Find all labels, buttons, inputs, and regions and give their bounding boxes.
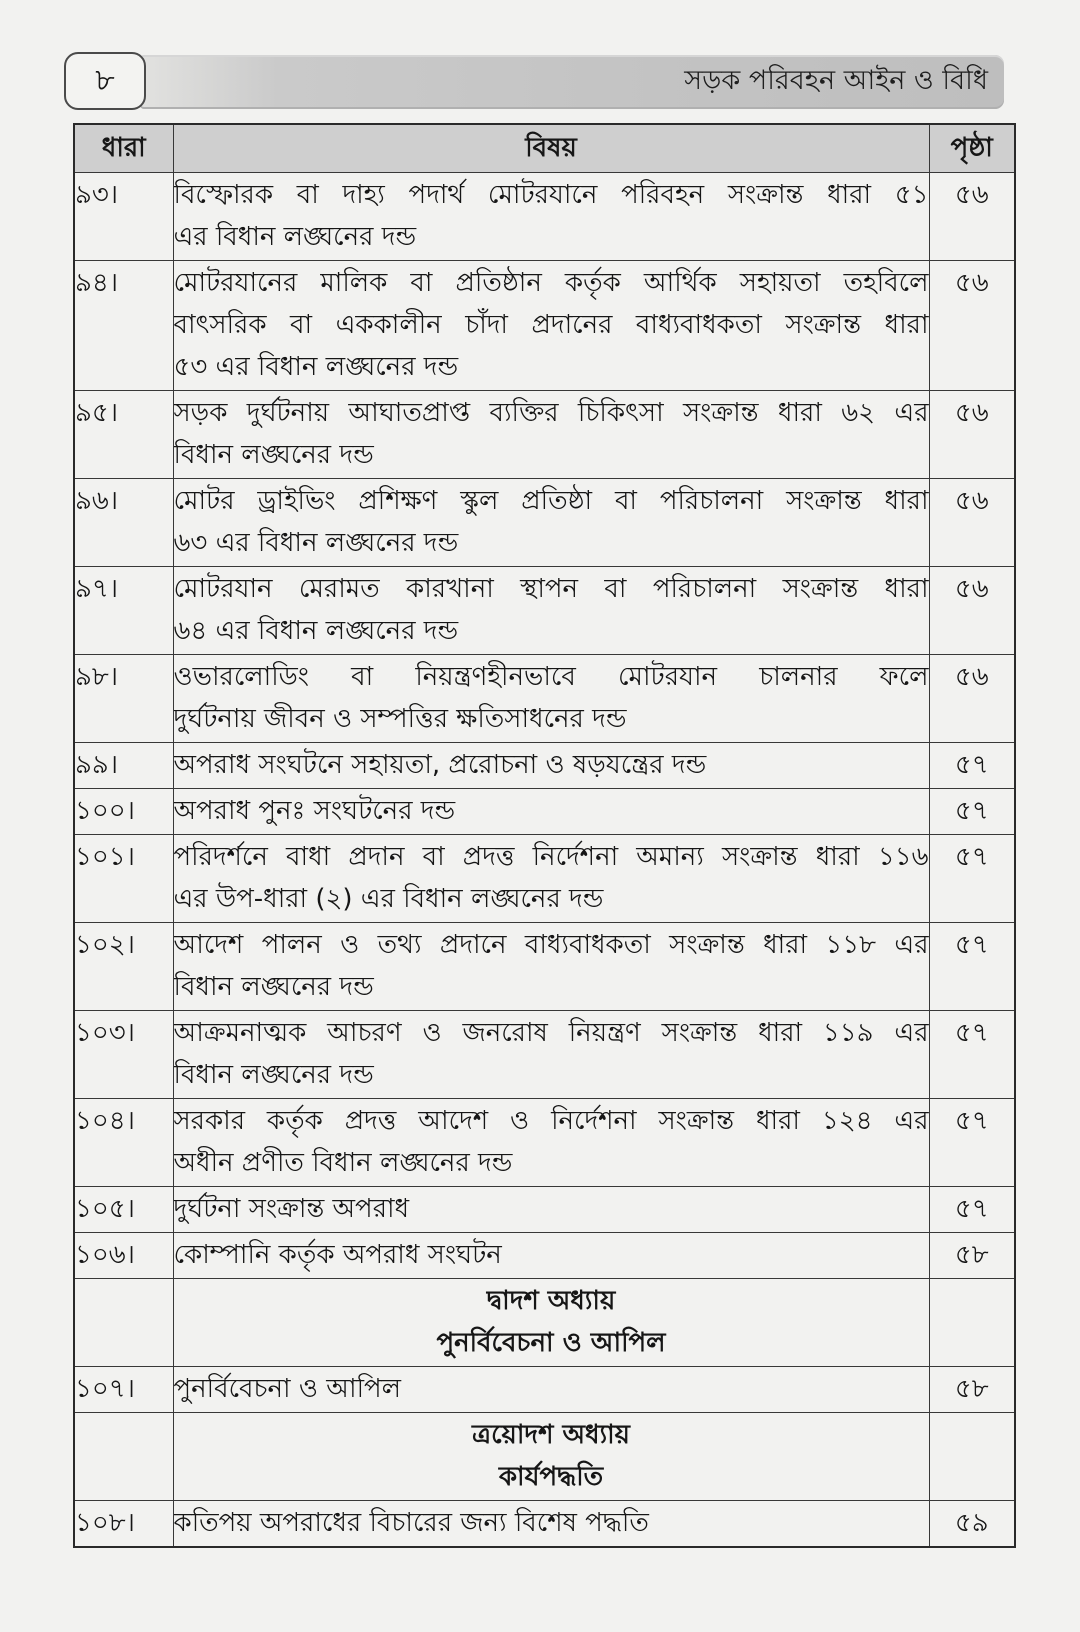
subject-cell [173, 655, 929, 743]
subject-line: ৬৩ এর বিধান লঙ্ঘনের দন্ড [173, 528, 459, 558]
section-number-cell: ১০৪। [74, 1099, 173, 1187]
section-number-cell: ১০২। [74, 923, 173, 1011]
subject-line: মোটরযান মেরামত কারখানা স্থাপন বা পরিচালনা সংক্রান্ত ধারা [173, 574, 929, 604]
section-number-cell: ১০৫। [74, 1187, 173, 1233]
section-number-cell: ৯৩। [74, 173, 173, 261]
subject-cell [173, 789, 929, 835]
page-number-cell: ৫৭ [929, 789, 1015, 835]
subject-line: বাৎসরিক বা এককালীন চাঁদা প্রদানের বাধ্যবাধকতা সংক্রান্ত ধারা [173, 310, 929, 340]
column-header-section: ধারা [74, 124, 173, 173]
page-number-cell: ৫৬ [929, 655, 1015, 743]
subject-cell [173, 391, 929, 479]
contents-table [73, 123, 1016, 1548]
table-header-row [74, 124, 1015, 173]
page-number-cell: ৫৭ [929, 1011, 1015, 1099]
subject-cell [173, 835, 929, 923]
page-number-cell: ৫৬ [929, 391, 1015, 479]
subject-line: বিধান লঙ্ঘনের দন্ড [173, 972, 374, 1002]
table-row [74, 923, 1015, 1011]
subject-line: ৫৩ এর বিধান লঙ্ঘনের দন্ড [173, 352, 459, 382]
subject-line: বিস্ফোরক বা দাহ্য পদার্থ মোটরযানে পরিবহন সংক্রান্ত ধারা ৫১ [173, 180, 929, 210]
book-title: সড়ক পরিবহন আইন ও বিধি [684, 64, 988, 96]
section-number-cell: ৯৬। [74, 479, 173, 567]
subject-cell [173, 743, 929, 789]
page-number-cell: ৫৭ [929, 1187, 1015, 1233]
page-number-cell: ৫৬ [929, 567, 1015, 655]
section-number-cell: ১০৬। [74, 1233, 173, 1279]
subject-line: কতিপয় অপরাধের বিচারের জন্য বিশেষ পদ্ধতি [173, 1508, 649, 1538]
chapter-title: পুনর্বিবেচনা ও আপিল [436, 1328, 666, 1358]
subject-line: আক্রমনাত্মক আচরণ ও জনরোষ নিয়ন্ত্রণ সংক্রান্ত ধারা ১১৯ এর [173, 1018, 929, 1048]
subject-line: সরকার কর্তৃক প্রদত্ত আদেশ ও নির্দেশনা সংক্রান্ত ধারা ১২৪ এর [173, 1106, 929, 1136]
subject-line: দুর্ঘটনা সংক্রান্ত অপরাধ [173, 1194, 410, 1224]
table-row [74, 1187, 1015, 1233]
subject-line: ওভারলোডিং বা নিয়ন্ত্রণহীনভাবে মোটরযান চালনার ফলে [173, 662, 929, 692]
subject-cell [173, 1233, 929, 1279]
subject-cell [173, 479, 929, 567]
subject-line: এর বিধান লঙ্ঘনের দন্ড [173, 222, 417, 252]
running-header-bar [140, 55, 1004, 109]
subject-cell [173, 1011, 929, 1099]
section-number-cell: ১০৮। [74, 1501, 173, 1548]
subject-cell [173, 923, 929, 1011]
section-number-cell [74, 1279, 173, 1367]
subject-line: বিধান লঙ্ঘনের দন্ড [173, 440, 374, 470]
section-number-cell: ১০১। [74, 835, 173, 923]
subject-line: কোম্পানি কর্তৃক অপরাধ সংঘটন [173, 1240, 502, 1270]
column-header-subject: বিষয় [173, 124, 929, 173]
table-row [74, 743, 1015, 789]
page-number-cell: ৫৭ [929, 835, 1015, 923]
subject-cell [173, 1501, 929, 1548]
chapter-heading-row [74, 1279, 1015, 1367]
subject-line: বিধান লঙ্ঘনের দন্ড [173, 1060, 374, 1090]
section-number-cell: ১০০। [74, 789, 173, 835]
section-number-cell: ৯৮। [74, 655, 173, 743]
subject-cell [173, 173, 929, 261]
subject-cell [173, 1099, 929, 1187]
subject-line: অধীন প্রণীত বিধান লঙ্ঘনের দন্ড [173, 1148, 513, 1178]
page-number-cell: ৫৬ [929, 173, 1015, 261]
table-row [74, 789, 1015, 835]
subject-line: দুর্ঘটনায় জীবন ও সম্পত্তির ক্ষতিসাধনের দন্ড [173, 704, 627, 734]
chapter-title: কার্যপদ্ধতি [498, 1462, 604, 1492]
subject-line: সড়ক দুর্ঘটনায় আঘাতপ্রাপ্ত ব্যক্তির চিকিৎসা সংক্রান্ত ধারা ৬২ এর [173, 398, 929, 428]
subject-line: ৬৪ এর বিধান লঙ্ঘনের দন্ড [173, 616, 459, 646]
column-header-page: পৃষ্ঠা [929, 124, 1015, 173]
table-row [74, 1011, 1015, 1099]
subject-line: এর উপ-ধারা (২) এর বিধান লঙ্ঘনের দন্ড [173, 884, 604, 914]
subject-line: পরিদর্শনে বাধা প্রদান বা প্রদত্ত নির্দেশনা অমান্য সংক্রান্ত ধারা ১১৬ [173, 842, 929, 872]
section-number-cell: ১০৩। [74, 1011, 173, 1099]
subject-cell [173, 1367, 929, 1413]
page-number-cell: ৫৭ [929, 743, 1015, 789]
chapter-heading-cell [173, 1279, 929, 1367]
table-row [74, 261, 1015, 391]
page-number-cell: ৫৬ [929, 479, 1015, 567]
chapter-number: দ্বাদশ অধ্যায় [486, 1286, 616, 1316]
section-number-cell: ৯৯। [74, 743, 173, 789]
subject-line: মোটর ড্রাইভিং প্রশিক্ষণ স্কুল প্রতিষ্ঠা বা পরিচালনা সংক্রান্ত ধারা [173, 486, 929, 516]
page-number-cell: ৫৭ [929, 923, 1015, 1011]
section-number-cell: ৯৭। [74, 567, 173, 655]
page-number-cell [929, 1413, 1015, 1501]
chapter-number: ত্রয়োদশ অধ্যায় [472, 1420, 630, 1450]
page-number-cell: ৫৯ [929, 1501, 1015, 1548]
subject-cell [173, 567, 929, 655]
page-number-cell: ৫৮ [929, 1233, 1015, 1279]
table-row [74, 1233, 1015, 1279]
table-row [74, 567, 1015, 655]
page-number-box [64, 52, 146, 110]
table-row [74, 655, 1015, 743]
table-row [74, 173, 1015, 261]
table-row [74, 1501, 1015, 1548]
page-number: ৮ [95, 62, 115, 98]
table-row [74, 479, 1015, 567]
table-row [74, 1099, 1015, 1187]
page-number-cell: ৫৭ [929, 1099, 1015, 1187]
subject-line: আদেশ পালন ও তথ্য প্রদানে বাধ্যবাধকতা সংক্রান্ত ধারা ১১৮ এর [173, 930, 929, 960]
section-number-cell: ৯৫। [74, 391, 173, 479]
contents-table-body [74, 173, 1015, 1548]
table-row [74, 1367, 1015, 1413]
subject-line: মোটরযানের মালিক বা প্রতিষ্ঠান কর্তৃক আর্থিক সহায়তা তহবিলে [173, 268, 929, 298]
table-row [74, 835, 1015, 923]
subject-cell [173, 261, 929, 391]
section-number-cell: ১০৭। [74, 1367, 173, 1413]
section-number-cell: ৯৪। [74, 261, 173, 391]
section-number-cell [74, 1413, 173, 1501]
subject-cell [173, 1187, 929, 1233]
table-row [74, 391, 1015, 479]
subject-line: অপরাধ পুনঃ সংঘটনের দন্ড [173, 796, 456, 826]
page-number-cell: ৫৬ [929, 261, 1015, 391]
page-number-cell [929, 1279, 1015, 1367]
chapter-heading-cell [173, 1413, 929, 1501]
subject-line: পুনর্বিবেচনা ও আপিল [173, 1374, 402, 1404]
page-number-cell: ৫৮ [929, 1367, 1015, 1413]
subject-line: অপরাধ সংঘটনে সহায়তা, প্ররোচনা ও ষড়যন্ত্রের দন্ড [173, 750, 707, 780]
chapter-heading-row [74, 1413, 1015, 1501]
